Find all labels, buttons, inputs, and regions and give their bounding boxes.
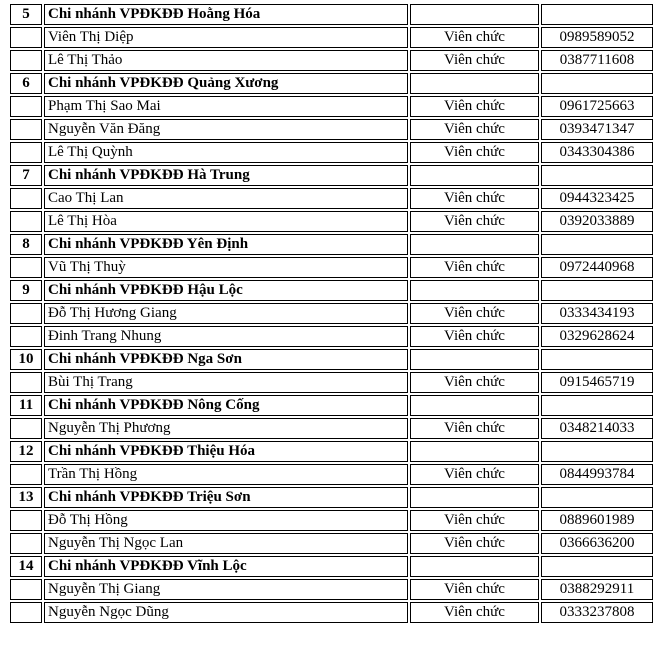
- table-row: [10, 257, 653, 278]
- empty-cell: [541, 395, 653, 416]
- table-row: [10, 464, 653, 485]
- empty-cell: [410, 556, 539, 577]
- staff-phone: 0393471347: [541, 119, 653, 140]
- table-row: [10, 188, 653, 209]
- empty-cell: [541, 165, 653, 186]
- staff-phone: 0333237808: [541, 602, 653, 623]
- table-body: [10, 4, 653, 623]
- empty-cell: [541, 4, 653, 25]
- branch-number: 11: [10, 395, 42, 416]
- branch-number: 10: [10, 349, 42, 370]
- staff-name: Phạm Thị Sao Mai: [44, 96, 408, 117]
- table-row: [10, 27, 653, 48]
- empty-cell: [541, 280, 653, 301]
- empty-cell: [10, 602, 42, 623]
- empty-cell: [541, 556, 653, 577]
- empty-cell: [10, 50, 42, 71]
- empty-cell: [410, 395, 539, 416]
- empty-cell: [10, 188, 42, 209]
- empty-cell: [10, 418, 42, 439]
- table-row: [10, 50, 653, 71]
- staff-phone: 0392033889: [541, 211, 653, 232]
- branch-title: Chi nhánh VPĐKĐĐ Yên Định: [44, 234, 408, 255]
- staff-role: Viên chức: [410, 119, 539, 140]
- branch-header-row: [10, 165, 653, 186]
- table-row: [10, 96, 653, 117]
- table-row: [10, 602, 653, 623]
- staff-name: Đỗ Thị Hồng: [44, 510, 408, 531]
- table-row: [10, 372, 653, 393]
- table-row: [10, 579, 653, 600]
- staff-name: Vũ Thị Thuỳ: [44, 257, 408, 278]
- staff-name: Trần Thị Hồng: [44, 464, 408, 485]
- empty-cell: [410, 487, 539, 508]
- empty-cell: [10, 372, 42, 393]
- branch-title: Chi nhánh VPĐKĐĐ Vĩnh Lộc: [44, 556, 408, 577]
- table-row: [10, 211, 653, 232]
- staff-phone: 0329628624: [541, 326, 653, 347]
- branch-title: Chi nhánh VPĐKĐĐ Quảng Xương: [44, 73, 408, 94]
- branch-title: Chi nhánh VPĐKĐĐ Nông Cống: [44, 395, 408, 416]
- staff-phone: 0343304386: [541, 142, 653, 163]
- branch-number: 7: [10, 165, 42, 186]
- staff-phone: 0961725663: [541, 96, 653, 117]
- empty-cell: [10, 326, 42, 347]
- branch-header-row: [10, 73, 653, 94]
- empty-cell: [410, 165, 539, 186]
- staff-role: Viên chức: [410, 96, 539, 117]
- branch-title: Chi nhánh VPĐKĐĐ Hậu Lộc: [44, 280, 408, 301]
- staff-role: Viên chức: [410, 533, 539, 554]
- table-row: [10, 142, 653, 163]
- empty-cell: [410, 349, 539, 370]
- staff-role: Viên chức: [410, 188, 539, 209]
- table-row: [10, 418, 653, 439]
- staff-role: Viên chức: [410, 303, 539, 324]
- staff-name: Đinh Trang Nhung: [44, 326, 408, 347]
- empty-cell: [10, 510, 42, 531]
- branch-header-row: [10, 349, 653, 370]
- staff-role: Viên chức: [410, 50, 539, 71]
- empty-cell: [541, 441, 653, 462]
- staff-role: Viên chức: [410, 142, 539, 163]
- staff-role: Viên chức: [410, 579, 539, 600]
- table-row: [10, 119, 653, 140]
- staff-role: Viên chức: [410, 602, 539, 623]
- table-row: [10, 533, 653, 554]
- staff-name: Lê Thị Quỳnh: [44, 142, 408, 163]
- staff-phone: 0387711608: [541, 50, 653, 71]
- branch-header-row: [10, 487, 653, 508]
- empty-cell: [410, 280, 539, 301]
- empty-cell: [410, 441, 539, 462]
- staff-phone: 0972440968: [541, 257, 653, 278]
- empty-cell: [541, 234, 653, 255]
- empty-cell: [10, 96, 42, 117]
- branch-number: 14: [10, 556, 42, 577]
- branch-header-row: [10, 441, 653, 462]
- staff-role: Viên chức: [410, 211, 539, 232]
- empty-cell: [10, 119, 42, 140]
- branch-title: Chi nhánh VPĐKĐĐ Nga Sơn: [44, 349, 408, 370]
- staff-phone: 0944323425: [541, 188, 653, 209]
- staff-name: Bùi Thị Trang: [44, 372, 408, 393]
- empty-cell: [10, 579, 42, 600]
- staff-name: Nguyễn Thị Ngọc Lan: [44, 533, 408, 554]
- branch-header-row: [10, 556, 653, 577]
- staff-phone: 0366636200: [541, 533, 653, 554]
- staff-phone: 0388292911: [541, 579, 653, 600]
- branch-title: Chi nhánh VPĐKĐĐ Hoằng Hóa: [44, 4, 408, 25]
- branch-number: 12: [10, 441, 42, 462]
- branch-header-row: [10, 280, 653, 301]
- staff-phone: 0889601989: [541, 510, 653, 531]
- staff-directory-table: [8, 2, 655, 625]
- staff-role: Viên chức: [410, 464, 539, 485]
- staff-name: Đỗ Thị Hương Giang: [44, 303, 408, 324]
- empty-cell: [10, 27, 42, 48]
- table-row: [10, 326, 653, 347]
- empty-cell: [10, 142, 42, 163]
- empty-cell: [410, 73, 539, 94]
- branch-header-row: [10, 234, 653, 255]
- empty-cell: [541, 349, 653, 370]
- staff-name: Cao Thị Lan: [44, 188, 408, 209]
- staff-name: Lê Thị Thảo: [44, 50, 408, 71]
- staff-phone: 0844993784: [541, 464, 653, 485]
- empty-cell: [10, 303, 42, 324]
- staff-phone: 0333434193: [541, 303, 653, 324]
- staff-role: Viên chức: [410, 418, 539, 439]
- branch-header-row: [10, 395, 653, 416]
- staff-phone: 0989589052: [541, 27, 653, 48]
- staff-role: Viên chức: [410, 510, 539, 531]
- staff-name: Nguyễn Thị Giang: [44, 579, 408, 600]
- empty-cell: [541, 487, 653, 508]
- staff-role: Viên chức: [410, 257, 539, 278]
- branch-number: 13: [10, 487, 42, 508]
- empty-cell: [10, 211, 42, 232]
- staff-role: Viên chức: [410, 326, 539, 347]
- staff-name: Nguyễn Văn Đăng: [44, 119, 408, 140]
- branch-number: 5: [10, 4, 42, 25]
- branch-title: Chi nhánh VPĐKĐĐ Triệu Sơn: [44, 487, 408, 508]
- branch-title: Chi nhánh VPĐKĐĐ Thiệu Hóa: [44, 441, 408, 462]
- empty-cell: [10, 464, 42, 485]
- empty-cell: [10, 533, 42, 554]
- branch-number: 8: [10, 234, 42, 255]
- empty-cell: [541, 73, 653, 94]
- staff-name: Lê Thị Hòa: [44, 211, 408, 232]
- staff-role: Viên chức: [410, 27, 539, 48]
- branch-number: 9: [10, 280, 42, 301]
- staff-name: Viên Thị Diệp: [44, 27, 408, 48]
- staff-phone: 0915465719: [541, 372, 653, 393]
- staff-role: Viên chức: [410, 372, 539, 393]
- branch-number: 6: [10, 73, 42, 94]
- table-row: [10, 303, 653, 324]
- empty-cell: [410, 234, 539, 255]
- branch-title: Chi nhánh VPĐKĐĐ Hà Trung: [44, 165, 408, 186]
- empty-cell: [10, 257, 42, 278]
- staff-name: Nguyễn Thị Phương: [44, 418, 408, 439]
- staff-name: Nguyễn Ngọc Dũng: [44, 602, 408, 623]
- table-row: [10, 510, 653, 531]
- empty-cell: [410, 4, 539, 25]
- branch-header-row: [10, 4, 653, 25]
- staff-phone: 0348214033: [541, 418, 653, 439]
